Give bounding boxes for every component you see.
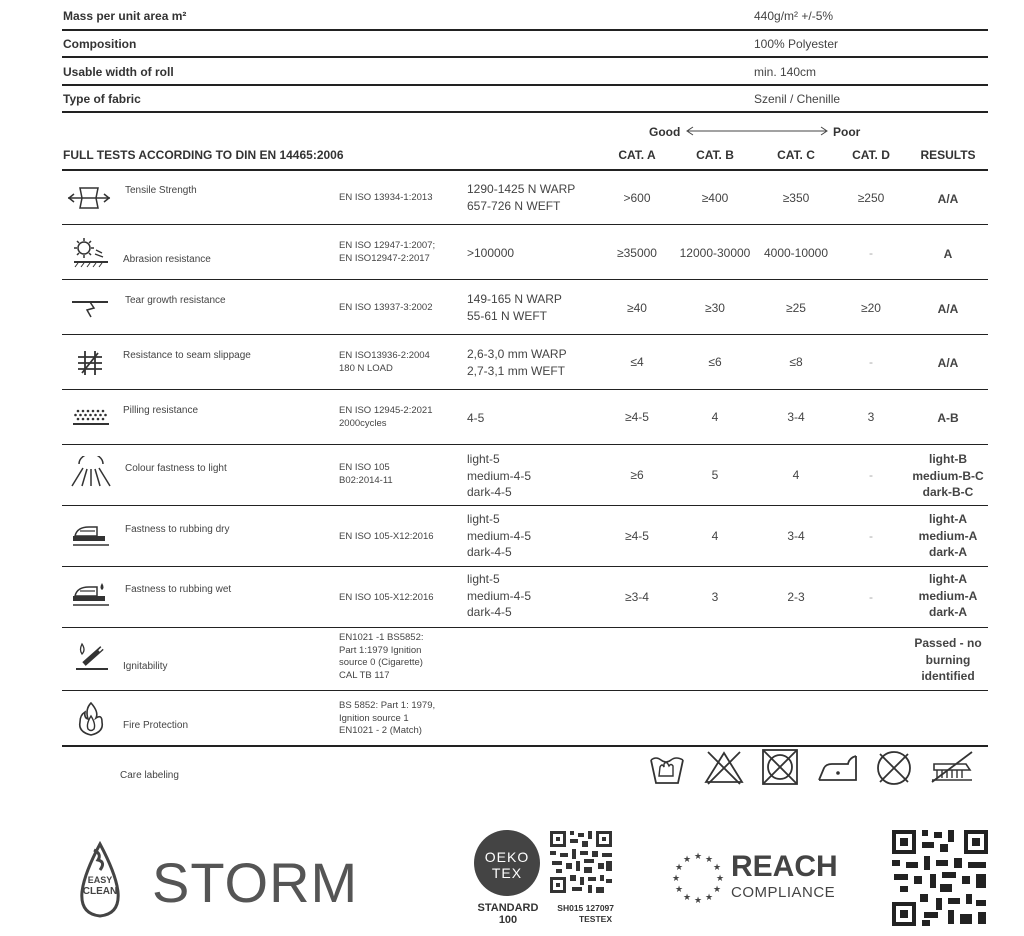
test-name: Resistance to seam slippage — [123, 350, 251, 361]
cat-a-value: ≥3-4 — [625, 590, 649, 604]
spec-value-width: min. 140cm — [754, 65, 817, 79]
care-label: Care labeling — [120, 770, 179, 781]
divider — [62, 224, 988, 225]
svg-text:★: ★ — [704, 855, 714, 865]
cat-b-value: 5 — [711, 468, 719, 482]
rubbing-wet-icon — [71, 580, 111, 610]
cat-d-value: - — [869, 246, 873, 260]
reach-title: REACH — [731, 850, 838, 883]
test-result: light-A medium-A dark-A — [918, 572, 978, 619]
no-brush-icon — [928, 748, 976, 786]
divider — [62, 566, 988, 567]
iron-low-icon — [816, 752, 860, 784]
cat-c-value: 3-4 — [787, 410, 805, 424]
test-name: Colour fastness to light — [125, 463, 227, 474]
test-result: A-B — [937, 411, 959, 425]
test-value: light-5 medium-4-5 dark-4-5 — [467, 452, 532, 499]
spec-label-width: Usable width of roll — [63, 65, 174, 79]
scale-good-label: Good — [649, 125, 681, 139]
test-standard: EN ISO 12945-2:2021 2000cycles — [339, 405, 433, 429]
ignitability-icon — [74, 640, 110, 672]
test-standard: EN ISO 13934-1:2013 — [339, 192, 433, 203]
cat-c-value: ≥25 — [786, 301, 806, 315]
svg-text:★: ★ — [674, 885, 684, 895]
header-results: RESULTS — [920, 148, 976, 162]
svg-text:★: ★ — [712, 885, 722, 895]
tensile-icon — [66, 184, 112, 212]
svg-text:★: ★ — [704, 893, 714, 903]
test-value: 4-5 — [467, 411, 485, 425]
reach-subtitle: COMPLIANCE — [731, 884, 836, 901]
cat-d-value: - — [869, 355, 873, 369]
cat-a-value: ≤4 — [630, 355, 644, 369]
cat-a-value: ≥40 — [627, 301, 647, 315]
divider — [62, 745, 988, 747]
test-result: A/A — [937, 192, 959, 206]
spec-label-composition: Composition — [63, 37, 137, 51]
divider — [62, 334, 988, 335]
test-standard: EN ISO 12947-1:2007; EN ISO12947-2:2017 — [339, 240, 436, 264]
oeko-tex-text-2: TEX — [491, 865, 523, 881]
product-qr-code — [890, 828, 990, 928]
svg-text:★: ★ — [671, 874, 681, 884]
test-name: Abrasion resistance — [123, 254, 211, 265]
divider — [62, 627, 988, 628]
easy-clean-text-2: CLEAN — [82, 886, 118, 897]
test-value: light-5 medium-4-5 dark-4-5 — [467, 512, 532, 559]
oeko-tex-qr-code — [548, 829, 614, 895]
test-name: Pilling resistance — [123, 405, 199, 416]
header-cat-c: CAT. C — [777, 148, 815, 162]
cat-c-value: ≤8 — [789, 355, 803, 369]
divider — [62, 279, 988, 280]
svg-text:★: ★ — [715, 874, 725, 884]
cat-b-value: ≥400 — [701, 191, 729, 205]
cat-c-value: 4 — [792, 468, 800, 482]
svg-text:★: ★ — [712, 863, 722, 873]
divider — [62, 690, 988, 691]
scale-poor-label: Poor — [833, 125, 861, 139]
header-cat-a: CAT. A — [618, 148, 656, 162]
test-value: light-5 medium-4-5 dark-4-5 — [467, 572, 532, 619]
test-standard: EN ISO 13937-3:2002 — [339, 302, 433, 313]
spec-value-composition: 100% Polyester — [754, 37, 839, 51]
test-standard: EN1021 -1 BS5852: Part 1:1979 Ignition source 0 (Cigarette) CAL TB 117 — [339, 632, 424, 681]
test-name: Tear growth resistance — [125, 295, 226, 306]
test-name: Tensile Strength — [125, 185, 197, 196]
test-standard: EN ISO 105-X12:2016 — [339, 592, 434, 603]
no-bleach-icon — [702, 748, 746, 786]
oeko-tex-institute: TESTEX — [578, 914, 612, 924]
cat-b-value: 4 — [711, 410, 719, 424]
oeko-tex-text-1: OEKO — [484, 849, 530, 865]
brand-name: STORM — [152, 851, 359, 914]
spec-value-fabric-type: Szenil / Chenille — [754, 92, 841, 106]
svg-text:★: ★ — [682, 855, 692, 865]
svg-text:★: ★ — [693, 896, 703, 904]
cat-a-value: ≥35000 — [617, 246, 657, 260]
eu-stars-icon — [670, 850, 726, 904]
svg-text:★: ★ — [682, 893, 692, 903]
divider — [62, 169, 988, 171]
no-tumble-dry-icon — [760, 747, 800, 787]
cat-d-value: - — [869, 590, 873, 604]
no-dry-clean-icon — [874, 748, 914, 788]
cat-c-value: ≥350 — [782, 191, 810, 205]
header-cat-b: CAT. B — [696, 148, 734, 162]
cat-b-value: ≥30 — [705, 301, 725, 315]
test-result: light-B medium-B-C dark-B-C — [912, 452, 984, 499]
light-icon — [69, 456, 113, 490]
divider — [62, 389, 988, 390]
cat-a-value: ≥4-5 — [625, 410, 649, 424]
scale-arrow — [684, 125, 830, 137]
svg-text:★: ★ — [674, 863, 684, 873]
cat-d-value: ≥20 — [861, 301, 881, 315]
divider — [62, 505, 988, 506]
test-name: Fire Protection — [123, 720, 189, 731]
seam-icon — [76, 349, 104, 377]
cat-b-value: 4 — [711, 529, 719, 543]
tests-title: FULL TESTS ACCORDING TO DIN EN 14465:2006 — [63, 148, 344, 162]
spec-label-fabric-type: Type of fabric — [63, 92, 141, 106]
test-result: Passed - no burning identified — [914, 636, 982, 683]
header-cat-d: CAT. D — [852, 148, 890, 162]
divider — [62, 84, 988, 86]
test-result: light-A medium-A dark-A — [918, 512, 978, 559]
test-result: A/A — [937, 302, 959, 316]
test-name: Fastness to rubbing dry — [125, 524, 230, 535]
cat-c-value: 3-4 — [787, 529, 805, 543]
spec-label-mass: Mass per unit area m² — [63, 9, 187, 23]
divider — [62, 29, 988, 31]
cat-b-value: 12000-30000 — [679, 246, 751, 260]
cat-a-value: >600 — [623, 191, 651, 205]
cat-d-value: - — [869, 529, 873, 543]
test-standard: EN ISO 105 B02:2014-11 — [339, 462, 393, 486]
test-name: Ignitability — [123, 661, 168, 672]
cat-d-value: - — [869, 468, 873, 482]
test-value: 1290-1425 N WARP 657-726 N WEFT — [467, 182, 576, 213]
spec-value-mass: 440g/m² +/-5% — [754, 9, 834, 23]
abrasion-icon — [72, 236, 112, 268]
cat-a-value: ≥4-5 — [625, 529, 649, 543]
hand-wash-icon — [648, 750, 686, 786]
test-name: Fastness to rubbing wet — [125, 584, 232, 595]
rubbing-dry-icon — [71, 522, 111, 550]
oeko-tex-standard: STANDARD — [477, 902, 539, 914]
oeko-tex-cert-number: SH015 127097 — [557, 903, 614, 913]
oeko-tex-standard-number: 100 — [498, 914, 518, 926]
divider — [62, 444, 988, 445]
test-standard: BS 5852: Part 1: 1979, Ignition source 1 EN1021 - 2 (Match) — [339, 700, 436, 736]
test-value: 149-165 N WARP 55-61 N WEFT — [467, 292, 562, 323]
fire-icon — [74, 700, 108, 738]
easy-clean-text-1: EASY — [87, 875, 113, 885]
svg-text:★: ★ — [693, 852, 703, 862]
divider — [62, 56, 988, 58]
test-value: >100000 — [467, 246, 515, 260]
test-standard: EN ISO 105-X12:2016 — [339, 531, 434, 542]
tear-icon — [70, 296, 110, 320]
cat-c-value: 2-3 — [787, 590, 805, 604]
test-result: A — [943, 247, 953, 261]
cat-d-value: ≥250 — [857, 191, 885, 205]
divider — [62, 111, 988, 113]
cat-c-value: 4000-10000 — [763, 246, 829, 260]
test-value: 2,6-3,0 mm WARP 2,7-3,1 mm WEFT — [467, 347, 567, 378]
cat-b-value: ≤6 — [708, 355, 722, 369]
cat-a-value: ≥6 — [630, 468, 644, 482]
pilling-icon — [72, 407, 110, 427]
cat-b-value: 3 — [711, 590, 719, 604]
test-standard: EN ISO13936-2:2004 180 N LOAD — [339, 350, 430, 374]
test-result: A/A — [937, 356, 959, 370]
cat-d-value: 3 — [867, 410, 875, 424]
